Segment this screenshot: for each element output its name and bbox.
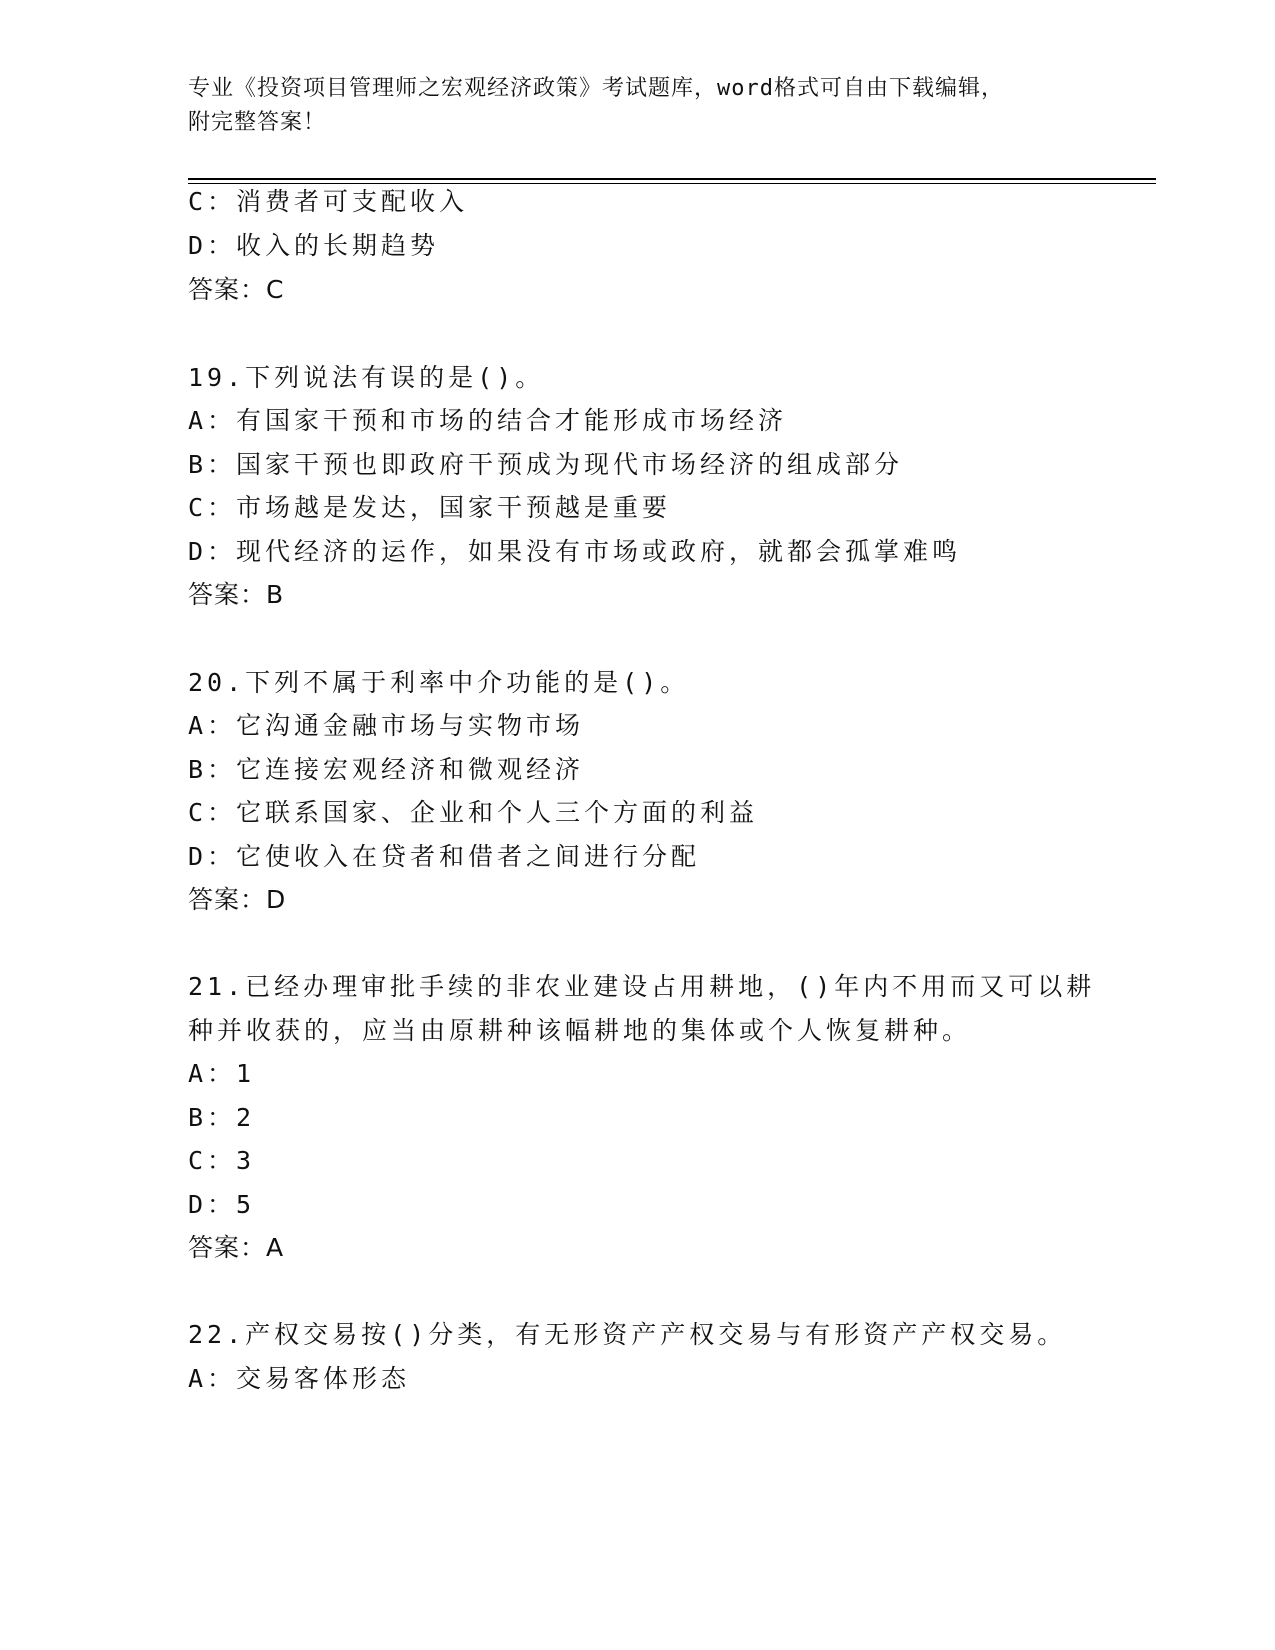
question-22-stem: 22.产权交易按()分类，有无形资产产权交易与有形资产产权交易。 [188, 1320, 1067, 1349]
question-20-stem: 20.下列不属于利率中介功能的是()。 [188, 668, 690, 697]
header-divider-thick [188, 178, 1156, 180]
question-19-option-b: B：国家干预也即政府干预成为现代市场经济的组成部分 [188, 450, 904, 479]
option-d: D：收入的长期趋势 [188, 231, 440, 260]
question-20-option-a: A：它沟通金融市场与实物市场 [188, 711, 585, 740]
question-19-option-a: A：有国家干预和市场的结合才能形成市场经济 [188, 406, 788, 435]
question-21-answer: 答案：A [188, 1233, 285, 1262]
question-21-option-a: A：1 [188, 1059, 256, 1088]
question-20-option-c: C：它联系国家、企业和个人三个方面的利益 [188, 798, 759, 827]
question-20-option-d: D：它使收入在贷者和借者之间进行分配 [188, 842, 701, 871]
header-line-2: 附完整答案！ [188, 110, 327, 135]
header-divider-thin [188, 183, 1156, 184]
header-line-1: 专业《投资项目管理师之宏观经济政策》考试题库，word格式可自由下载编辑， [188, 76, 1004, 101]
question-19-answer: 答案：B [188, 580, 285, 609]
option-c: C：消费者可支配收入 [188, 187, 469, 216]
answer-line: 答案：C [188, 275, 285, 304]
question-21-stem-line-1: 21.已经办理审批手续的非农业建设占用耕地，()年内不用而又可以耕 [188, 972, 1096, 1001]
question-21-option-c: C：3 [188, 1146, 256, 1175]
question-20-answer: 答案：D [188, 885, 287, 914]
question-21-stem-line-2: 种并收获的，应当由原耕种该幅耕地的集体或个人恢复耕种。 [188, 1016, 972, 1045]
question-19-stem: 19.下列说法有误的是()。 [188, 363, 545, 392]
question-21-option-b: B：2 [188, 1103, 256, 1132]
document-header [188, 72, 1088, 140]
question-22-option-a: A：交易客体形态 [188, 1364, 411, 1393]
question-19-option-c: C：市场越是发达，国家干预越是重要 [188, 493, 672, 522]
question-20-option-b: B：它连接宏观经济和微观经济 [188, 755, 585, 784]
question-19-option-d: D：现代经济的运作，如果没有市场或政府，就都会孤掌难鸣 [188, 537, 962, 566]
question-21-option-d: D：5 [188, 1190, 256, 1219]
